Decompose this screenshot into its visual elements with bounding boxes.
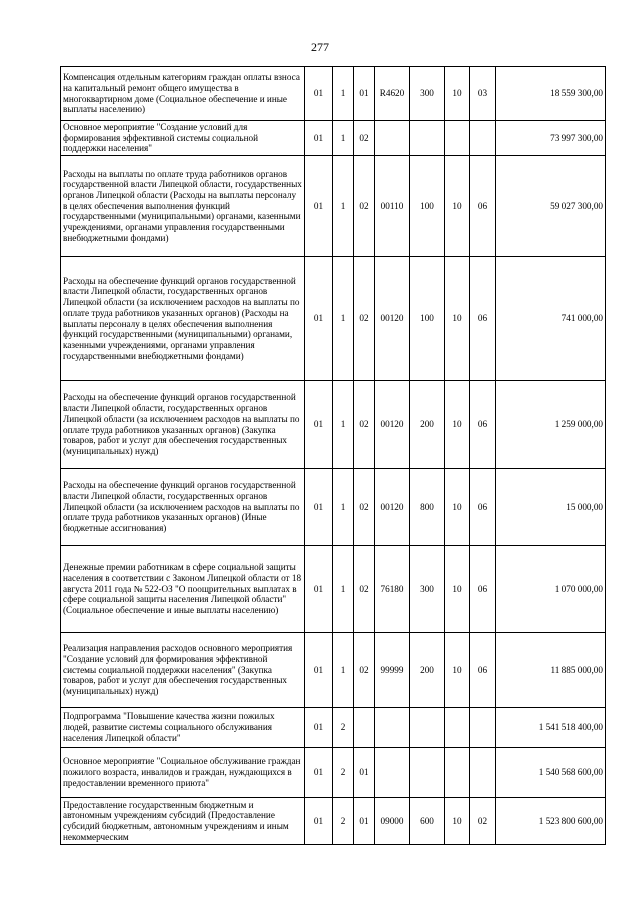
department-code-cell: 01 <box>305 257 333 381</box>
subprogram-code-cell: 1 <box>333 67 354 121</box>
budget-table <box>60 66 606 845</box>
expense-type-code-cell <box>410 121 445 156</box>
subprogram-code-cell: 1 <box>333 257 354 381</box>
item-name-cell: Основное мероприятие "Социальное обслуживание граждан пожилого возраста, инвалидов и граждан, нуждающихся в предоставлении временного приюта" <box>61 748 305 798</box>
department-code-cell: 01 <box>305 156 333 257</box>
subsection-code-cell: 06 <box>470 381 496 469</box>
expense-direction-code-cell <box>375 121 410 156</box>
section-code-cell: 10 <box>445 67 470 121</box>
subprogram-code-cell: 1 <box>333 546 354 633</box>
department-code-cell: 01 <box>305 748 333 798</box>
main-activity-code-cell: 02 <box>354 633 375 708</box>
subprogram-code-cell: 1 <box>333 381 354 469</box>
main-activity-code-cell: 01 <box>354 67 375 121</box>
subprogram-code-cell: 1 <box>333 469 354 546</box>
item-name-cell: Основное мероприятие "Создание условий для формирования эффективной системы социальной поддержки населения" <box>61 121 305 156</box>
subprogram-code-cell: 2 <box>333 708 354 748</box>
department-code-cell: 01 <box>305 708 333 748</box>
subprogram-code-cell: 1 <box>333 156 354 257</box>
expense-direction-code-cell: 00120 <box>375 469 410 546</box>
item-name-cell: Расходы на обеспечение функций органов государственной власти Липецкой области, государственных органов Липецкой области (за исключением расходов на выплаты по оплате труда работников указанных органов) (Закупка товаров, работ и услуг для обеспечения государственных (муниципальных) нужд) <box>61 381 305 469</box>
department-code-cell: 01 <box>305 469 333 546</box>
expense-type-code-cell: 200 <box>410 381 445 469</box>
table-row <box>61 708 606 748</box>
item-name-cell: Расходы на обеспечение функций органов государственной власти Липецкой области, государственных органов Липецкой области (за исключением расходов на выплаты по оплате труда работников указанных органов) (Иные бюджетные ассигнования) <box>61 469 305 546</box>
amount-cell: 18 559 300,00 <box>496 67 606 121</box>
main-activity-code-cell: 02 <box>354 156 375 257</box>
expense-type-code-cell: 200 <box>410 633 445 708</box>
amount-cell: 1 070 000,00 <box>496 546 606 633</box>
table-row <box>61 67 606 121</box>
subprogram-code-cell: 2 <box>333 798 354 845</box>
main-activity-code-cell: 02 <box>354 469 375 546</box>
subsection-code-cell <box>470 121 496 156</box>
amount-cell: 59 027 300,00 <box>496 156 606 257</box>
amount-cell: 1 259 000,00 <box>496 381 606 469</box>
section-code-cell: 10 <box>445 469 470 546</box>
expense-type-code-cell: 800 <box>410 469 445 546</box>
main-activity-code-cell: 01 <box>354 748 375 798</box>
expense-direction-code-cell: 09000 <box>375 798 410 845</box>
main-activity-code-cell <box>354 708 375 748</box>
table-row <box>61 381 606 469</box>
expense-type-code-cell: 300 <box>410 546 445 633</box>
expense-type-code-cell <box>410 708 445 748</box>
section-code-cell <box>445 121 470 156</box>
item-name-cell: Компенсация отдельным категориям граждан оплаты взноса на капитальный ремонт общего имущества в многоквартирном доме (Социальное обеспечение и иные выплаты населению) <box>61 67 305 121</box>
amount-cell: 741 000,00 <box>496 257 606 381</box>
subprogram-code-cell: 1 <box>333 633 354 708</box>
main-activity-code-cell: 02 <box>354 381 375 469</box>
amount-cell: 11 885 000,00 <box>496 633 606 708</box>
section-code-cell <box>445 748 470 798</box>
department-code-cell: 01 <box>305 633 333 708</box>
table-row <box>61 748 606 798</box>
table-row <box>61 546 606 633</box>
table-row <box>61 633 606 708</box>
department-code-cell: 01 <box>305 546 333 633</box>
item-name-cell: Денежные премии работникам в сфере социальной защиты населения в соответствии с Законом Липецкой области от 18 августа 2011 года № 522-ОЗ "О поощрительных выплатах в сфере социальной защиты населения Липецкой области" (Социальное обеспечение и иные выплаты населению) <box>61 546 305 633</box>
item-name-cell: Расходы на выплаты по оплате труда работников органов государственной власти Липецкой области, государственных органов Липецкой области (Расходы на выплаты персоналу в целях обеспечения выполнения функций государственными (муниципальными) органами, казенными учреждениями, органами управления государственными внебюджетными фондами) <box>61 156 305 257</box>
table-row <box>61 469 606 546</box>
subsection-code-cell: 02 <box>470 798 496 845</box>
amount-cell: 15 000,00 <box>496 469 606 546</box>
section-code-cell: 10 <box>445 381 470 469</box>
expense-type-code-cell: 100 <box>410 257 445 381</box>
table-row <box>61 121 606 156</box>
expense-type-code-cell <box>410 748 445 798</box>
section-code-cell: 10 <box>445 156 470 257</box>
main-activity-code-cell: 02 <box>354 257 375 381</box>
table-row <box>61 257 606 381</box>
page-number: 277 <box>311 40 329 54</box>
table-row <box>61 156 606 257</box>
subsection-code-cell: 06 <box>470 257 496 381</box>
section-code-cell: 10 <box>445 546 470 633</box>
table-row <box>61 798 606 845</box>
main-activity-code-cell: 01 <box>354 798 375 845</box>
expense-type-code-cell: 100 <box>410 156 445 257</box>
subsection-code-cell: 06 <box>470 469 496 546</box>
table-body <box>61 67 606 845</box>
main-activity-code-cell: 02 <box>354 121 375 156</box>
main-activity-code-cell: 02 <box>354 546 375 633</box>
amount-cell: 73 997 300,00 <box>496 121 606 156</box>
item-name-cell: Реализация направления расходов основного мероприятия "Создание условий для формирования эффективной системы социальной поддержки населения" (Закупка товаров, работ и услуг для обеспечения государственных (муниципальных) нужд) <box>61 633 305 708</box>
section-code-cell: 10 <box>445 257 470 381</box>
department-code-cell: 01 <box>305 381 333 469</box>
subsection-code-cell: 06 <box>470 633 496 708</box>
subsection-code-cell <box>470 708 496 748</box>
department-code-cell: 01 <box>305 798 333 845</box>
item-name-cell: Подпрограмма "Повышение качества жизни пожилых людей, развитие системы социального обслуживания населения Липецкой области" <box>61 708 305 748</box>
subsection-code-cell: 03 <box>470 67 496 121</box>
expense-direction-code-cell <box>375 748 410 798</box>
subsection-code-cell: 06 <box>470 156 496 257</box>
expense-direction-code-cell <box>375 708 410 748</box>
department-code-cell: 01 <box>305 121 333 156</box>
item-name-cell: Предоставление государственным бюджетным и автономным учреждениям субсидий (Предоставление субсидий бюджетным, автономным учреждениям и иным некоммерческим <box>61 798 305 845</box>
item-name-cell: Расходы на обеспечение функций органов государственной власти Липецкой области, государственных органов Липецкой области (за исключением расходов на выплаты по оплате труда работников указанных органов) (Расходы на выплаты персоналу в целях обеспечения выполнения функций государственными (муниципальными) органами, казенными учреждениями, органами управления государственными внебюджетными фондами) <box>61 257 305 381</box>
expense-direction-code-cell: 00120 <box>375 257 410 381</box>
section-code-cell <box>445 708 470 748</box>
amount-cell: 1 540 568 600,00 <box>496 748 606 798</box>
expense-direction-code-cell: 76180 <box>375 546 410 633</box>
expense-direction-code-cell: 00110 <box>375 156 410 257</box>
subprogram-code-cell: 1 <box>333 121 354 156</box>
expense-direction-code-cell: 99999 <box>375 633 410 708</box>
department-code-cell: 01 <box>305 67 333 121</box>
subsection-code-cell: 06 <box>470 546 496 633</box>
subprogram-code-cell: 2 <box>333 748 354 798</box>
expense-type-code-cell: 300 <box>410 67 445 121</box>
expense-type-code-cell: 600 <box>410 798 445 845</box>
section-code-cell: 10 <box>445 633 470 708</box>
subsection-code-cell <box>470 748 496 798</box>
expense-direction-code-cell: R4620 <box>375 67 410 121</box>
amount-cell: 1 541 518 400,00 <box>496 708 606 748</box>
amount-cell: 1 523 800 600,00 <box>496 798 606 845</box>
expense-direction-code-cell: 00120 <box>375 381 410 469</box>
section-code-cell: 10 <box>445 798 470 845</box>
